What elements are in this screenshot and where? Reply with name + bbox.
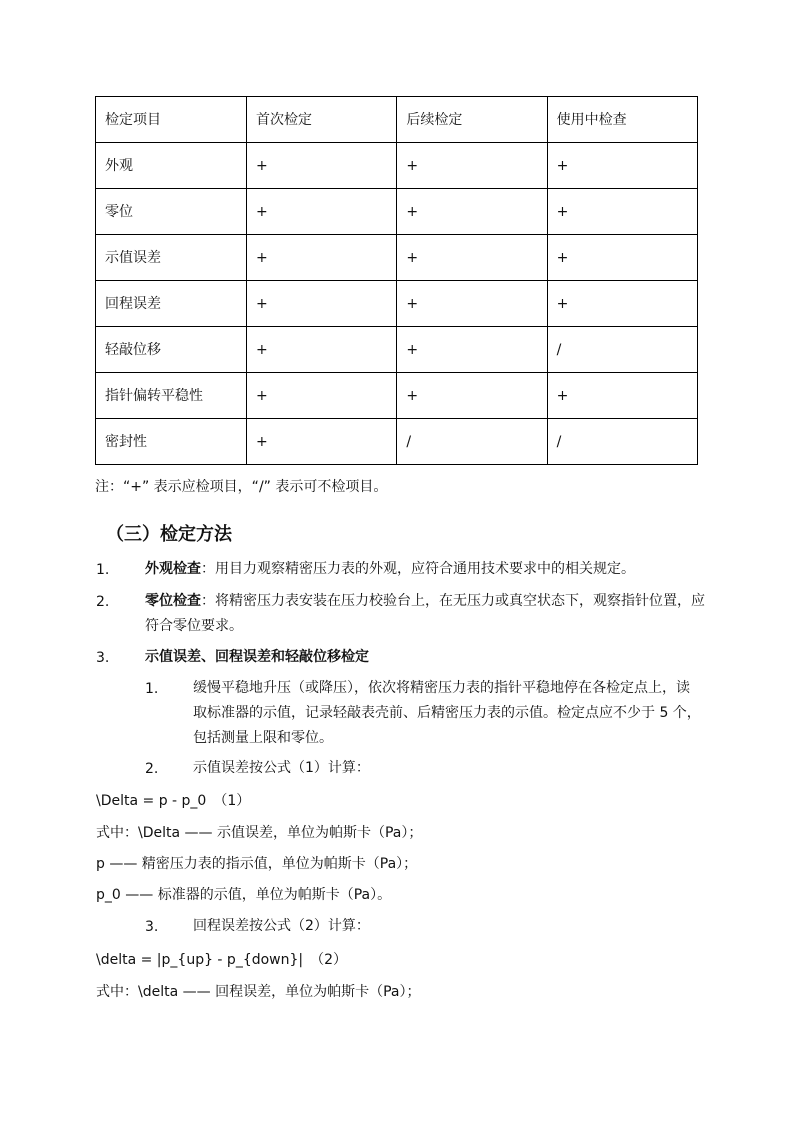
sublist-number: 2. <box>145 761 159 777</box>
list-number: 2. <box>96 594 110 610</box>
formula-description: 式中：\delta —— 回程误差，单位为帕斯卡（Pa）； <box>96 984 421 1000</box>
list-item <box>145 557 705 582</box>
table-cell: / <box>547 327 697 373</box>
sublist-number: 1. <box>145 681 159 697</box>
table-header-cell: 检定项目 <box>96 97 247 143</box>
list-number: 3. <box>96 650 110 666</box>
table-cell: + <box>247 281 397 327</box>
table-row <box>96 235 698 281</box>
formula-description: 式中：\Delta —— 示值误差，单位为帕斯卡（Pa）； <box>96 825 423 841</box>
formula-description: p —— 精密压力表的指示值，单位为帕斯卡（Pa）； <box>96 856 418 872</box>
table-cell: 密封性 <box>96 419 247 465</box>
table-cell: + <box>397 327 547 373</box>
table-cell: + <box>397 143 547 189</box>
table-cell: 指针偏转平稳性 <box>96 373 247 419</box>
table-cell: 示值误差 <box>96 235 247 281</box>
table-cell: + <box>247 189 397 235</box>
table-cell: / <box>397 419 547 465</box>
table-row <box>96 189 698 235</box>
table-cell: + <box>547 373 697 419</box>
sublist-item: 缓慢平稳地升压（或降压），依次将精密压力表的指针平稳地停在各检定点上，读取标准器的示值，记录轻敲表壳前、后精密压力表的示值。检定点应不少于 5 个，包括测量上限和零位。 <box>193 680 701 746</box>
formula-description: p_0 —— 标准器的示值，单位为帕斯卡（Pa）。 <box>96 887 392 903</box>
table-cell: + <box>397 235 547 281</box>
sublist-item: 示值误差按公式（1）计算： <box>193 760 370 776</box>
table-header-cell: 后续检定 <box>397 97 547 143</box>
table-cell: + <box>397 189 547 235</box>
verification-items-table <box>95 96 698 465</box>
table-cell: 外观 <box>96 143 247 189</box>
table-row <box>96 373 698 419</box>
item-label: 零位检查 <box>145 593 201 609</box>
formula-equation: \delta = |p_{up} - p_{down}| （2） <box>96 952 348 968</box>
table-cell: + <box>547 281 697 327</box>
table-cell: + <box>547 189 697 235</box>
table-cell: 回程误差 <box>96 281 247 327</box>
table-row <box>96 281 698 327</box>
table-cell: + <box>247 419 397 465</box>
list-number: 1. <box>96 562 110 578</box>
table-row <box>96 327 698 373</box>
list-item <box>145 645 705 670</box>
table-row <box>96 143 698 189</box>
table-header-cell: 首次检定 <box>247 97 397 143</box>
table-cell: + <box>247 235 397 281</box>
table-cell: + <box>547 143 697 189</box>
table-cell: / <box>547 419 697 465</box>
formula-equation: \Delta = p - p_0 （1） <box>96 793 251 809</box>
table-header-cell: 使用中检查 <box>547 97 697 143</box>
table-cell: + <box>397 373 547 419</box>
section-heading: （三）检定方法 <box>106 524 232 545</box>
table-cell: + <box>247 327 397 373</box>
item-label: 示值误差、回程误差和轻敲位移检定 <box>145 649 369 665</box>
table-cell: + <box>397 281 547 327</box>
item-label: 外观检查 <box>145 561 201 577</box>
table-note: 注：“+” 表示应检项目，“/” 表示可不检项目。 <box>95 479 388 495</box>
sublist-number: 3. <box>145 919 159 935</box>
table-header-row <box>96 97 698 143</box>
table-cell: + <box>247 143 397 189</box>
table-cell: 零位 <box>96 189 247 235</box>
item-text: ：将精密压力表安装在压力校验台上，在无压力或真空状态下，观察指针位置，应符合零位要求。 <box>145 593 705 634</box>
table-row <box>96 419 698 465</box>
sublist-item: 回程误差按公式（2）计算： <box>193 918 370 934</box>
list-item <box>145 589 705 639</box>
table-cell: 轻敲位移 <box>96 327 247 373</box>
table-cell: + <box>247 373 397 419</box>
item-text: ：用目力观察精密压力表的外观，应符合通用技术要求中的相关规定。 <box>201 561 635 577</box>
table-cell: + <box>547 235 697 281</box>
